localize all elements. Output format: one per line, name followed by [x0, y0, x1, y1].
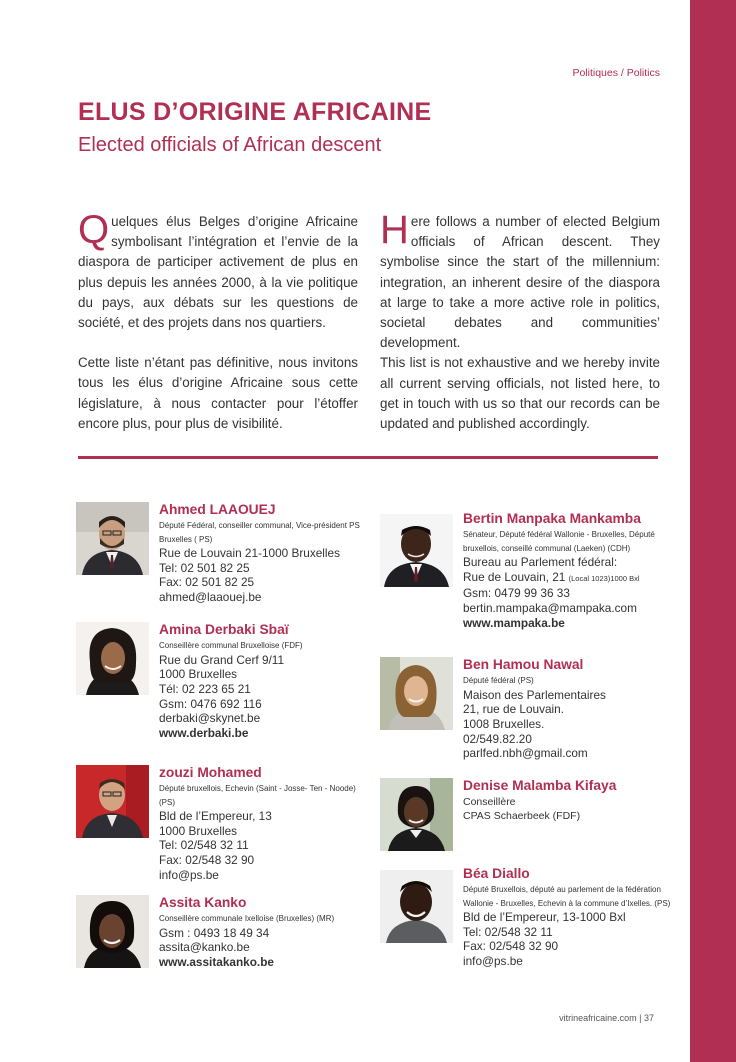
email: info@ps.be: [463, 954, 523, 969]
portrait-photo: [380, 514, 453, 587]
phone: Tel: 02 501 82 25: [159, 560, 250, 575]
dropcap: H: [380, 208, 409, 252]
phone: 02/549.82.20: [463, 731, 532, 746]
page-footer: vitrineafricaine.com | 37: [559, 1013, 654, 1023]
page-title: ELUS D’ORIGINE AFRICAINE: [78, 98, 432, 126]
person-role: Conseillère communale Ixelloise (Bruxelles) (MR): [159, 914, 335, 923]
portrait-photo: [76, 502, 149, 575]
address-city: 1000 Bruxelles: [159, 823, 238, 838]
page-subtitle: Elected officials of African descent: [78, 134, 382, 156]
office: Bureau au Parlement fédéral:: [463, 555, 618, 569]
portrait-photo: [76, 765, 149, 838]
email: parlfed.nbh@gmail.com: [463, 746, 588, 761]
email: ahmed@laaouej.be: [159, 590, 262, 605]
intro-text: uelques élus Belges d’origine Africaine symbolisant l’intégration et l’envie de la diaspora de participer activement de plus en plus depuis les années 2000, à la vie politique du pays, aux débats sur les questions de société, et des projets dans nos quartiers.: [78, 214, 358, 331]
dropcap: Q: [78, 208, 110, 252]
person-role: Député fédéral (PS): [463, 676, 534, 685]
website: www.assitakanko.be: [159, 954, 274, 969]
email: bertin.mampaka@mampaka.com: [463, 601, 637, 616]
mobile: Gsm: 0476 692 116: [159, 696, 262, 711]
person-role: Député Bruxellois, député au parlement de la fédération Wallonie - Bruxelles, Echevin à la commune d’Ixelles. (PS): [463, 885, 671, 908]
person-name: zouzi Mohamed: [159, 765, 262, 780]
email: info@ps.be: [159, 867, 219, 882]
portrait-photo: [380, 778, 453, 851]
phone: Tél: 02 223 65 21: [159, 681, 251, 696]
person-role: Sénateur, Député fédéral Wallonie - Bruxelles, Député bruxellois, conseillé communal (Laeken) (CDH): [463, 530, 655, 553]
intro-french: [78, 208, 358, 454]
person-info: [159, 622, 369, 741]
person-info: [463, 657, 673, 761]
person-name: Denise Malamba Kifaya: [463, 778, 617, 793]
section-label: Politiques / Politics: [572, 67, 660, 79]
address: 21, rue de Louvain.: [463, 702, 565, 717]
address: Bld de l’Empereur, 13-1000 Bxl: [463, 910, 626, 924]
intro-text: ere follows a number of elected Belgium officials of African descent. They symbolise since the start of the millennium: integration, an inherent desire of the diaspora at large to take a more active role in politics, societal debates and communities’ development.: [380, 214, 660, 351]
address-city: 1000 Bxl: [610, 573, 640, 583]
person-name: Béa Diallo: [463, 866, 530, 881]
phone: Tel: 02/548 32 11: [159, 838, 249, 853]
person-name: Ahmed LAAOUEJ: [159, 502, 276, 517]
portrait-photo: [76, 895, 149, 968]
phone: Tel: 02/548 32 11: [463, 924, 553, 939]
portrait-photo: [380, 657, 453, 730]
address: Rue de Louvain 21-1000 Bruxelles: [159, 546, 341, 560]
organization: CPAS Schaerbeek (FDF): [463, 810, 581, 822]
person-info: [159, 502, 369, 605]
website: www.mampaka.be: [463, 615, 565, 630]
mobile: Gsm: 0479 99 36 33: [463, 586, 570, 601]
person-role: Conseillère communal Bruxelloise (FDF): [159, 641, 303, 650]
person-info: [159, 895, 369, 970]
address: Rue du Grand Cerf 9/11: [159, 652, 285, 667]
office: Maison des Parlementaires: [463, 687, 606, 702]
section-divider: [78, 456, 658, 459]
address-city: 1000 Bruxelles: [159, 667, 238, 682]
portrait-photo: [76, 622, 149, 695]
intro-english-paragraph-1: [380, 208, 660, 353]
email: derbaki@skynet.be: [159, 711, 261, 726]
intro-english-paragraph-2: This list is not exhaustive and we hereby invite all current serving officials, not listed here, to get in touch with us so that our records can be updated and published accordingly.: [380, 355, 660, 432]
fax: Fax: 02/548 32 90: [463, 939, 559, 954]
address: Bld de l’Empereur, 13: [159, 809, 272, 823]
person-name: Assita Kanko: [159, 895, 247, 910]
address-street: Rue de Louvain, 21: [463, 569, 569, 584]
side-accent-bar: [690, 0, 736, 1062]
person-info: [463, 866, 673, 969]
portrait-photo: [380, 870, 453, 943]
person-role: Conseillère: [463, 796, 516, 808]
address: [463, 570, 673, 587]
intro-french-paragraph-1: [78, 208, 358, 333]
person-info: [159, 765, 369, 883]
fax: Fax: 02 501 82 25: [159, 575, 255, 590]
person-info: [463, 511, 673, 631]
person-info: [463, 778, 673, 823]
intro-english: [380, 208, 660, 454]
person-role: Député Fédéral, conseiller communal, Vice-président PS Bruxelles ( PS): [159, 521, 360, 544]
mobile: Gsm : 0493 18 49 34: [159, 925, 270, 940]
website: www.derbaki.be: [159, 726, 249, 741]
person-name: Ben Hamou Nawal: [463, 657, 584, 672]
intro-french-paragraph-2: Cette liste n’étant pas définitive, nous invitons tous les élus d’origine Africaine sous cette législature, à nous contacter pour l’étoffer encore plus, pour plus de visibilité.: [78, 355, 358, 431]
person-name: Amina Derbaki Sbaï: [159, 622, 289, 637]
address-city: 1008 Bruxelles.: [463, 716, 545, 731]
address-local: (Local 1023): [568, 573, 611, 583]
fax: Fax: 02/548 32 90: [159, 853, 255, 868]
person-name: Bertin Manpaka Mankamba: [463, 511, 641, 526]
email: assita@kanko.be: [159, 940, 250, 955]
person-role: Député bruxellois, Echevin (Saint - Josse- Ten - Noode) (PS): [159, 784, 356, 807]
